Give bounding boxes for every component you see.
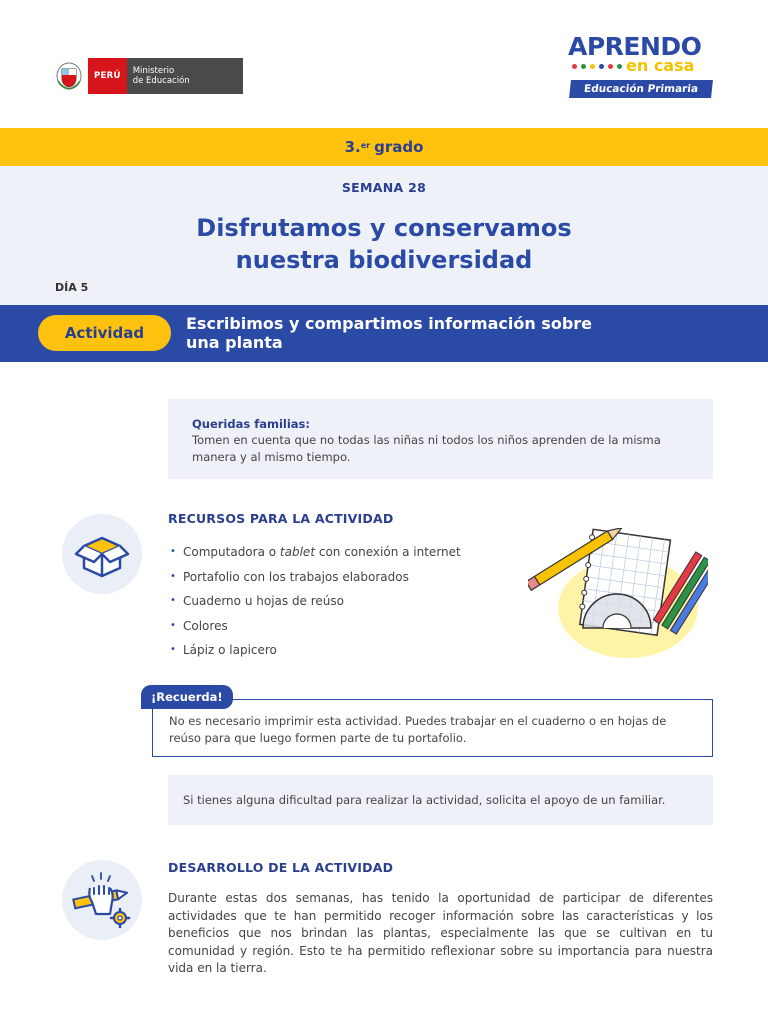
activity-title-line1: Escribimos y compartimos información sobre (186, 314, 593, 333)
title-line1: Disfrutamos y conservamos (196, 214, 572, 242)
ministry-line1: Ministerio (132, 66, 175, 76)
list-item: • Computadora o tablet con conexión a internet (170, 540, 510, 565)
resources-heading: RECURSOS PARA LA ACTIVIDAD (168, 511, 394, 526)
activity-badge: Actividad (38, 315, 171, 351)
peru-coat-of-arms-icon (54, 58, 84, 94)
families-note-text: Tomen en cuenta que no todas las niñas ni todos los niños aprenden de la misma manera y al mismo tiempo. (192, 433, 661, 464)
brand-dots (572, 64, 622, 69)
reminder-box (152, 699, 713, 757)
school-supplies-illustration (528, 528, 708, 658)
aprendo-en-casa-logo (566, 32, 716, 102)
grade-bar (0, 128, 768, 166)
activity-title (186, 314, 706, 352)
day-label: DÍA 5 (55, 281, 89, 294)
activity-title-line2: una planta (186, 333, 283, 352)
peru-label: PERÚ (88, 58, 127, 94)
reminder-tag: ¡Recuerda! (141, 685, 233, 709)
page-title (0, 212, 768, 276)
development-text: Durante estas dos semanas, has tenido la oportunidad de participar de diferentes actividades que te han permitido recoger información sobre las características y los beneficios que nos brindan las plantas, especialmente las que se cultivan en tu comunidad y región. Esto te ha permitido reflexionar sobre su importancia para nuestra vida en la tierra. (168, 891, 713, 975)
help-note-text: Si tienes alguna dificultad para realizar la actividad, solicita el apoyo de un familiar. (183, 793, 666, 807)
ministry-name (127, 58, 243, 94)
hand-pencil-gear-icon (62, 860, 142, 940)
development-heading: DESARROLLO DE LA ACTIVIDAD (168, 860, 394, 875)
reminder-text: No es necesario imprimir esta actividad. Puedes trabajar en el cuaderno o en hojas de reúso para que luego formen parte de tu portafolio. (169, 714, 667, 745)
list-item: • Portafolio con los trabajos elaborados (170, 565, 510, 590)
grade-ordinal: er (360, 140, 371, 150)
resources-list (170, 540, 510, 663)
ministry-line2: de Educación (132, 76, 190, 86)
list-item: • Colores (170, 614, 510, 639)
week-label: SEMANA 28 (341, 180, 427, 195)
activity-bar (0, 305, 768, 362)
title-line2: nuestra biodiversidad (235, 246, 533, 274)
brand-subtitle: en casa (626, 56, 695, 75)
list-item: • Lápiz o lapicero (170, 638, 510, 663)
families-note (168, 399, 713, 479)
open-box-icon (62, 514, 142, 594)
ministry-logo (54, 58, 243, 94)
grade-label: grado (374, 138, 424, 156)
grade-number: 3. (344, 138, 361, 156)
list-item: • Cuaderno u hojas de reúso (170, 589, 510, 614)
families-note-title: Queridas familias: (192, 417, 310, 431)
title-area (0, 166, 768, 305)
brand-title: APRENDO (568, 32, 702, 61)
help-note (168, 775, 713, 825)
brand-ribbon: Educación Primaria (569, 80, 713, 98)
